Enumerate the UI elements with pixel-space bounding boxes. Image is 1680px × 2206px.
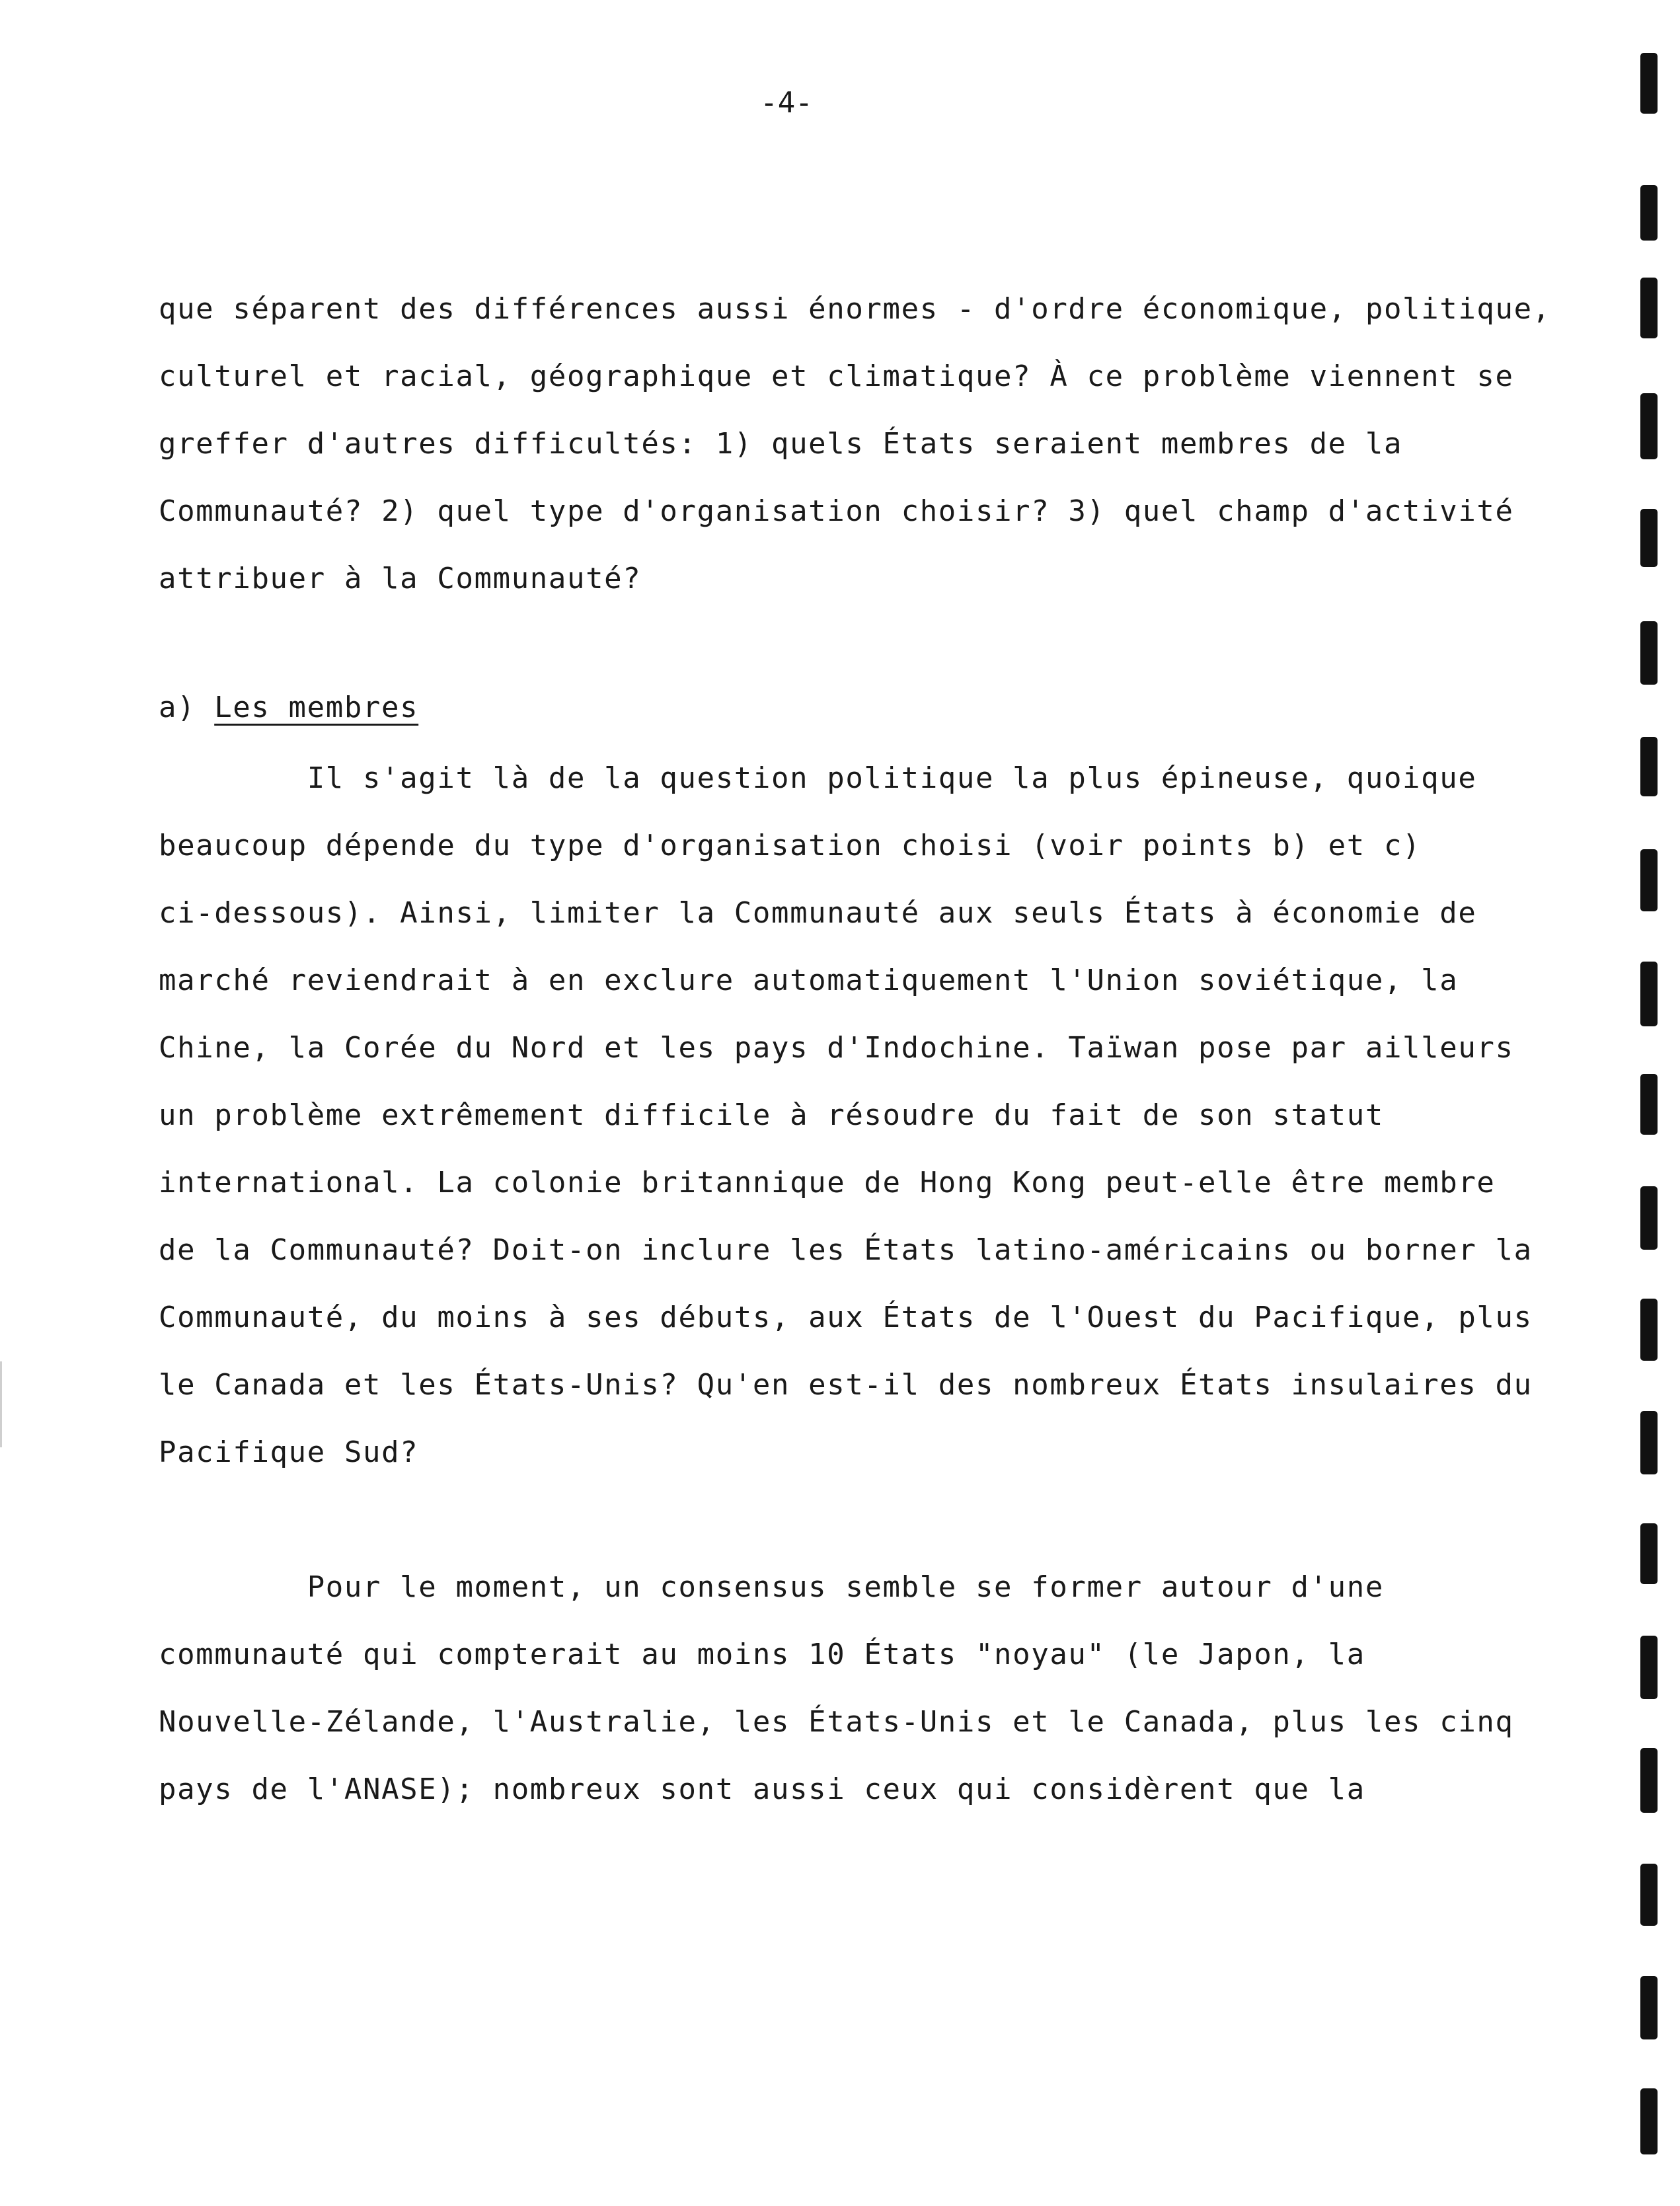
section-title: Les membres [214,691,419,724]
text-line: Communauté, du moins à ses débuts, aux États de l'Ouest du Pacifique, plus [159,1301,1533,1334]
text-line: beaucoup dépende du type d'organisation choisi (voir points b) et c) [159,829,1422,862]
text-line: Il s'agit là de la question politique la plus épineuse, quoique [159,761,1477,795]
text-line: que séparent des différences aussi énormes - d'ordre économique, politique, [159,292,1551,326]
text-line: marché reviendrait à en exclure automatiquement l'Union soviétique, la [159,964,1459,997]
text-line: communauté qui compterait au moins 10 États "noyau" (le Japon, la [159,1638,1365,1671]
section-heading [159,691,418,724]
text-line: Pour le moment, un consensus semble se former autour d'une [159,1570,1384,1604]
binding-mark [1640,1864,1658,1926]
text-line: Chine, la Corée du Nord et les pays d'Indochine. Taïwan pose par ailleurs [159,1031,1514,1065]
binding-mark [1640,1748,1658,1813]
binding-mark [1640,509,1658,567]
binding-mark [1640,849,1658,911]
section-marker: a) [159,691,196,724]
binding-mark [1640,1074,1658,1135]
text-line: un problème extrêmement difficile à résoudre du fait de son statut [159,1098,1384,1132]
binding-mark [1640,1636,1658,1699]
binding-mark [1640,1186,1658,1250]
binding-mark [1640,53,1658,114]
binding-mark [1640,1523,1658,1584]
binding-mark [1640,1299,1658,1361]
binding-mark [1640,621,1658,685]
text-line: Communauté? 2) quel type d'organisation choisir? 3) quel champ d'activité [159,494,1514,528]
binding-mark [1640,393,1658,459]
binding-mark [1640,1976,1658,2039]
text-line: international. La colonie britannique de Hong Kong peut-elle être membre [159,1166,1496,1199]
binding-mark [1640,1411,1658,1474]
binding-mark [1640,2088,1658,2154]
binding-marks [1635,53,1664,2206]
binding-mark [1640,278,1658,338]
scan-edge-mark [0,1361,2,1447]
binding-mark [1640,737,1658,796]
binding-mark [1640,962,1658,1026]
text-line: attribuer à la Communauté? [159,562,642,595]
text-line: le Canada et les États-Unis? Qu'en est-il des nombreux États insulaires du [159,1368,1533,1402]
text-line: ci-dessous). Ainsi, limiter la Communauté aux seuls États à économie de [159,896,1477,930]
page-number: -4- [760,86,813,120]
text-line: pays de l'ANASE); nombreux sont aussi ceux qui considèrent que la [159,1772,1365,1806]
binding-mark [1640,185,1658,241]
text-line: greffer d'autres difficultés: 1) quels États seraient membres de la [159,427,1403,461]
text-line: culturel et racial, géographique et climatique? À ce problème viennent se [159,360,1514,393]
text-line: Pacifique Sud? [159,1435,419,1469]
text-line: Nouvelle-Zélande, l'Australie, les États-Unis et le Canada, plus les cinq [159,1705,1514,1739]
text-line: de la Communauté? Doit-on inclure les États latino-américains ou borner la [159,1233,1533,1267]
